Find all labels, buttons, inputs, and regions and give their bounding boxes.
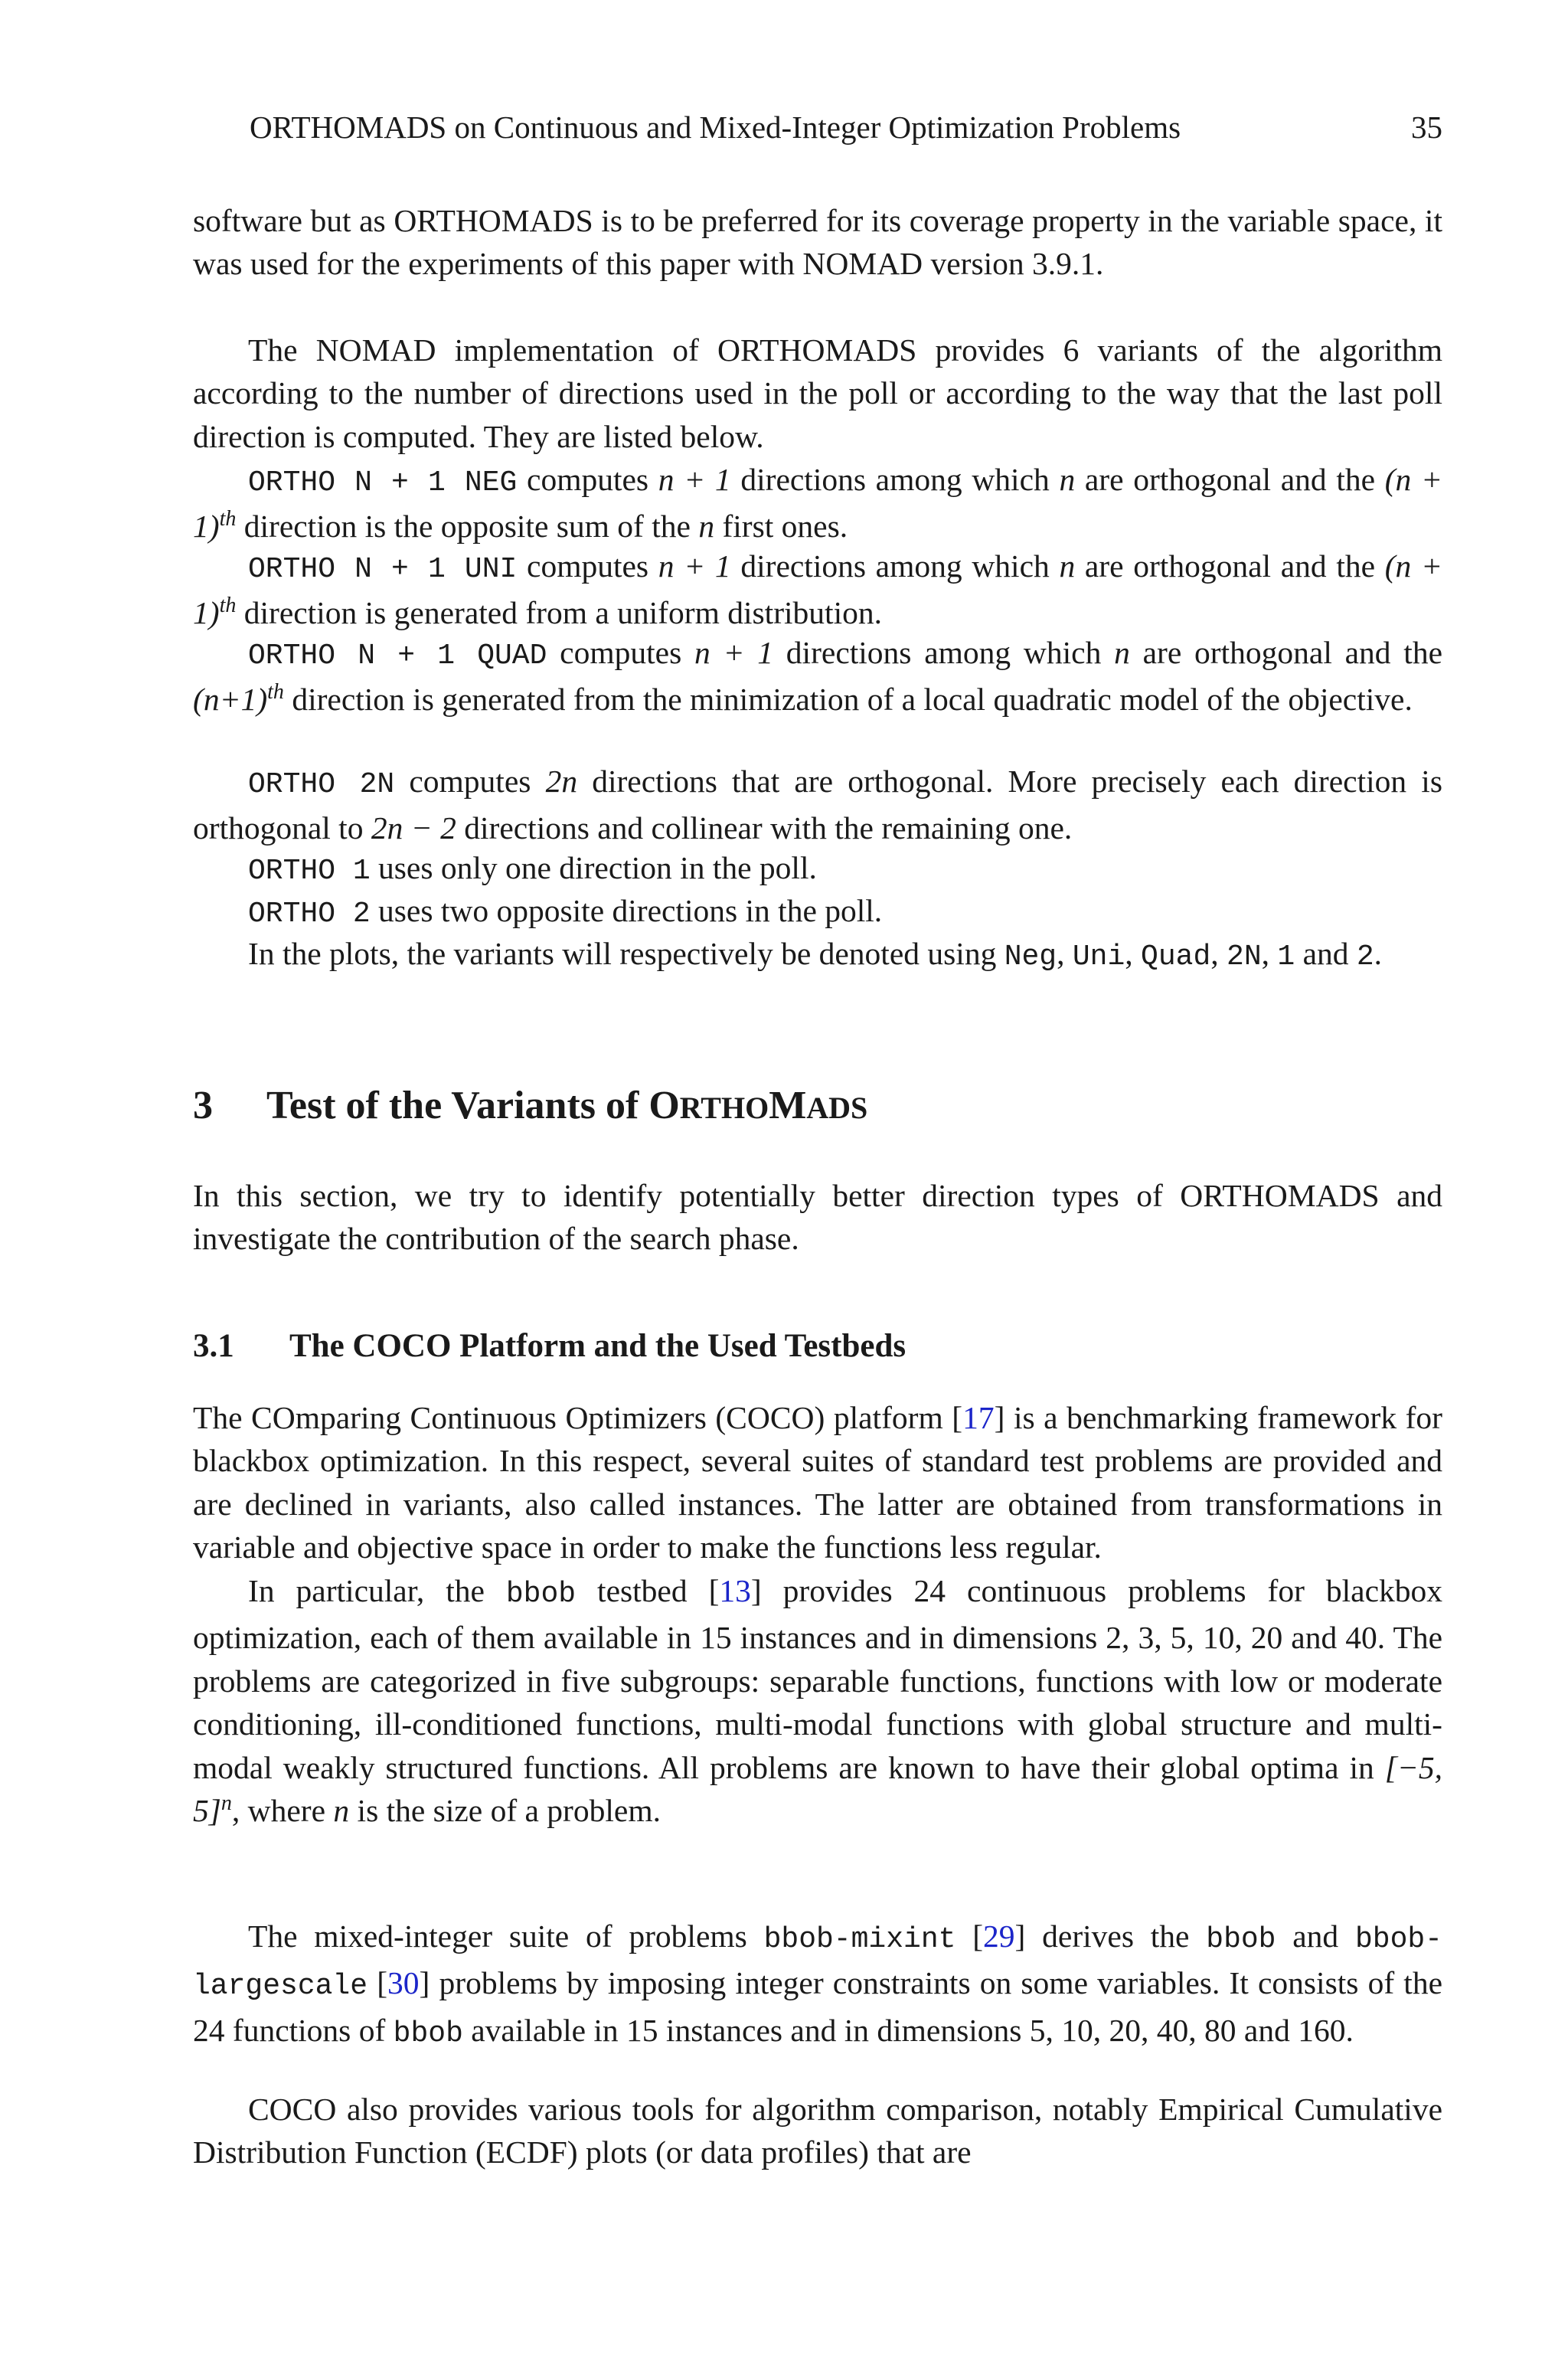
citation-link[interactable]: 30	[387, 1965, 420, 2001]
variant-2: ORTHO 2 uses two opposite directions in the poll.	[248, 893, 883, 931]
variant-2-code: ORTHO 2	[248, 898, 371, 931]
variant-uni-code: ORTHO N + 1 UNI	[248, 553, 518, 586]
variant-quad: ORTHO N + 1 QUAD computes n + 1 directions among which n are orthogonal and the $(n+1)^{th}$ direction is generated from the minimization of a local quadratic model of the objective.	[193, 635, 1442, 718]
paragraph-nomad-variants: The NOMAD implementation of ORTHOMADS provides 6 variants of the algorithm according to the number of directions used in the poll or according to the way that the last poll direction is computed. They are listed below.	[193, 332, 1442, 454]
paragraph-software: software but as ORTHOMADS is to be preferred for its coverage property in the variable space, it was used for the experiments of this paper with NOMAD version 3.9.1.	[193, 203, 1442, 282]
citation-link[interactable]: 29	[983, 1918, 1015, 1954]
variant-2n: ORTHO 2N computes 2n directions that are orthogonal. More precisely each direction is orthogonal to 2n − 2 directions and collinear with the remaining one.	[193, 764, 1442, 846]
variant-1: ORTHO 1 uses only one direction in the poll.	[248, 850, 817, 888]
variant-neg: ORTHO N + 1 NEG computes n + 1 directions among which n are orthogonal and the $(n + 1)^{th}$ direction is the opposite sum of the n first ones.	[193, 462, 1442, 545]
paragraph-bbob-testbed: In particular, the bbob testbed [13] provides 24 continuous problems for blackbox optimization, each of them available in 15 instances and in dimensions 2, 3, 5, 10, 20 and 40. The problems are categorized in five subgroups: separable functions, functions with low or moderate conditioning, ill-conditioned functions, multi-modal functions with global structure and multi-modal weakly structured functions. All problems are known to have their global optima in [−5, 5]$^n$, where n is the size of a problem.	[193, 1573, 1442, 1829]
paragraph-plot-labels: In the plots, the variants will respectively be denoted using Neg, Uni, Quad, 2N, 1 and 2.	[248, 936, 1383, 973]
subsection-number: 3.1	[193, 1328, 234, 1364]
variant-2n-code: ORTHO 2N	[248, 768, 395, 801]
variant-neg-code: ORTHO N + 1 NEG	[248, 466, 518, 499]
section-heading-3: 3 Test of the Variants of ORTHOMADS	[193, 1084, 868, 1127]
paragraph-coco-tools: COCO also provides various tools for algorithm comparison, notably Empirical Cumulative Distribution Function (ECDF) plots (or data profiles) that are	[193, 2092, 1442, 2170]
running-title: ORTHOMADS on Continuous and Mixed-Integer Optimization Problems	[250, 110, 1181, 145]
section-heading-3-1: 3.1 The COCO Platform and the Used Testbeds	[193, 1326, 1442, 1366]
paragraph-section3-intro: In this section, we try to identify potentially better direction types of ORTHOMADS and investigate the contribution of the search phase.	[193, 1178, 1442, 1257]
page-number: 35	[1411, 110, 1442, 145]
variant-quad-code: ORTHO N + 1 QUAD	[248, 639, 547, 672]
paragraph-mixint-suite: The mixed-integer suite of problems bbob-mixint [29] derives the bbob and bbob-largescale [30] problems by imposing integer constraints on some variables. It consists of the 24 functions of bbob available in 15 instances and in dimensions 5, 10, 20, 40, 80 and 160.	[193, 1918, 1442, 2050]
citation-link[interactable]: 17	[962, 1400, 995, 1435]
section-number: 3	[193, 1084, 213, 1127]
variant-1-code: ORTHO 1	[248, 855, 371, 888]
paragraph-coco-platform: The COmparing Continuous Optimizers (COCO) platform [17] is a benchmarking framework for blackbox optimization. In this respect, several suites of standard test problems are provided and are declined in variants, also called instances. The latter are obtained from transformations in variable and objective space in order to make the functions less regular.	[193, 1400, 1442, 1565]
variant-uni: ORTHO N + 1 UNI computes n + 1 directions among which n are orthogonal and the $(n + 1)^{th}$ direction is generated from a uniform distribution.	[193, 548, 1442, 631]
citation-link[interactable]: 13	[719, 1573, 751, 1608]
